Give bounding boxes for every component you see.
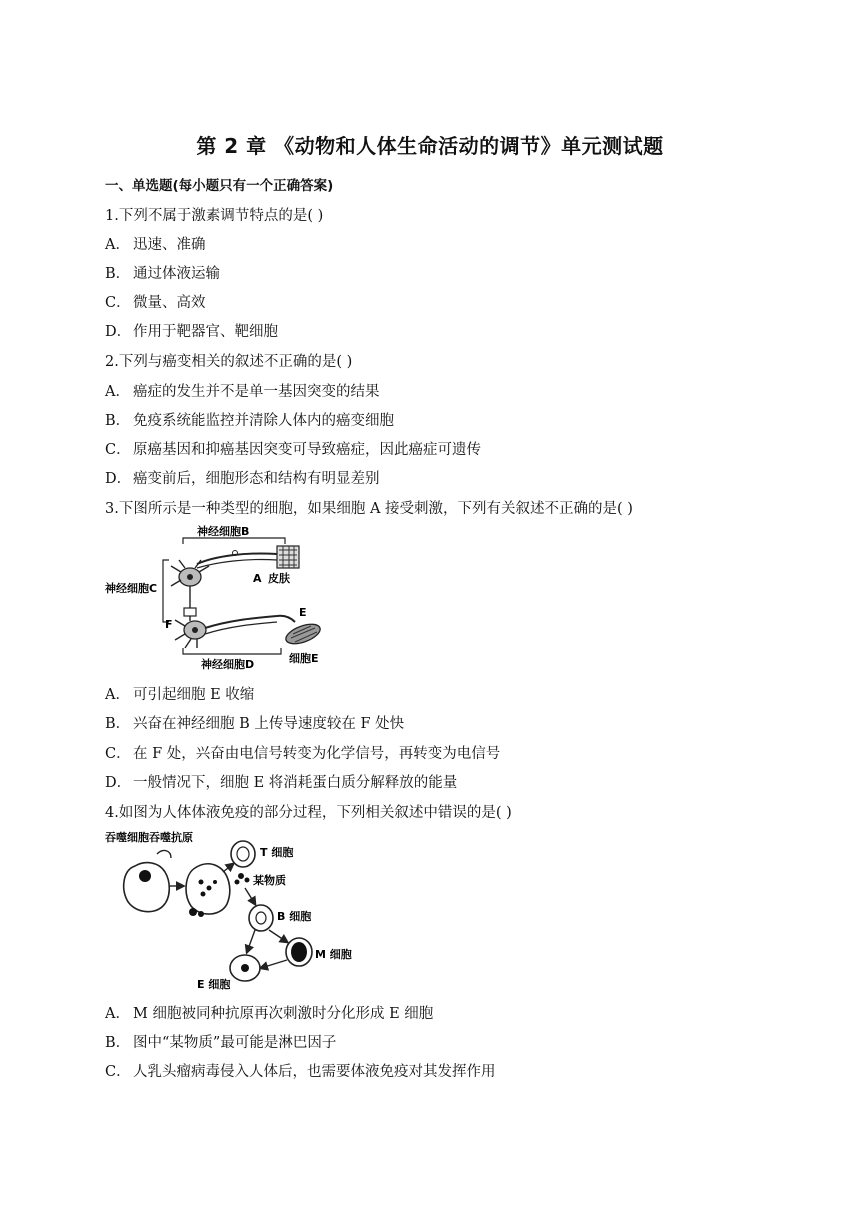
neuron-d-label: 神经细胞D [201, 658, 255, 671]
option-text: 可引起细胞 E 收缩 [133, 687, 255, 703]
q4-option-a [105, 1002, 433, 1023]
option-label: C． [105, 295, 131, 311]
option-text: 微量、高效 [133, 295, 206, 311]
option-label: C． [105, 442, 131, 458]
skin-label: 皮肤 [268, 572, 290, 585]
option-label: B． [105, 413, 131, 429]
synapse-f [184, 608, 196, 616]
label-e: E [299, 606, 307, 619]
option-text: 癌变前后，细胞形态和结构有明显差别 [133, 471, 380, 487]
section-heading: 一、单选题(每小题只有一个正确答案) [105, 178, 334, 194]
option-text: 原癌基因和抑癌基因突变可导致癌症，因此癌症可遗传 [133, 442, 481, 458]
option-text: 免疫系统能监控并清除人体内的癌变细胞 [133, 413, 394, 429]
option-label: D． [105, 775, 132, 791]
option-label: A． [105, 687, 130, 703]
document-title: 第 2 章 《动物和人体生命活动的调节》单元测试题 [196, 134, 664, 158]
q2-option-b [105, 409, 394, 430]
m-cell-label: M 细胞 [315, 948, 352, 961]
q3-option-b [105, 712, 404, 733]
q2-option-c [105, 438, 481, 459]
option-text: M 细胞被同种抗原再次刺激时分化形成 E 细胞 [133, 1006, 434, 1022]
muscle-cell-e [283, 620, 322, 647]
option-text: 在 F 处，兴奋由电信号转变为化学信号，再转变为电信号 [133, 746, 501, 762]
phagocyte-label: 吞噬细胞吞噬抗原 [105, 831, 193, 844]
neuron-d-axon [205, 616, 295, 628]
option-label: B． [105, 266, 131, 282]
q1-option-a [105, 233, 206, 254]
option-text: 癌症的发生并不是单一基因突变的结果 [133, 384, 380, 400]
neuron-c-bracket [163, 560, 169, 622]
option-label: B． [105, 1035, 131, 1051]
b-cell-label: B 细胞 [277, 910, 312, 923]
q2-option-d [105, 467, 380, 488]
q1-option-b [105, 262, 220, 283]
neuron-d-bracket [183, 648, 281, 654]
option-label: A． [105, 384, 130, 400]
cell-e-label: 细胞E [289, 652, 319, 665]
option-label: D． [105, 324, 132, 340]
question-1-stem: 1.下列不属于激素调节特点的是( ) [105, 208, 324, 224]
question-2-stem: 2.下列与癌变相关的叙述不正确的是( ) [105, 354, 353, 370]
phagocyte-cell [124, 863, 170, 912]
option-label: C． [105, 746, 131, 762]
neuron-b-bracket [183, 538, 285, 544]
q3-option-c [105, 742, 500, 763]
question-3-stem: 3.下图所示是一种类型的细胞，如果细胞 A 接受刺激，下列有关叙述不正确的是( ) [105, 501, 633, 517]
substance-label: 某物质 [253, 874, 286, 887]
option-text: 人乳头瘤病毒侵入人体后，也需要体液免疫对其发挥作用 [133, 1064, 496, 1080]
antigen [139, 870, 151, 882]
option-text: 迅速、准确 [133, 237, 206, 253]
neuron-reflex-figure [105, 522, 330, 672]
q4-option-c [105, 1060, 496, 1081]
neuron-c-label: 神经细胞C [105, 582, 158, 595]
option-text: 通过体液运输 [133, 266, 220, 282]
q3-option-d [105, 771, 457, 792]
q2-option-a [105, 380, 380, 401]
option-text: 一般情况下，细胞 E 将消耗蛋白质分解释放的能量 [133, 775, 458, 791]
q1-option-d [105, 320, 278, 341]
question-4-stem: 4.如图为人体体液免疫的部分过程，下列相关叙述中错误的是( ) [105, 805, 512, 821]
option-label: D． [105, 471, 132, 487]
label-f: F [165, 618, 173, 631]
q1-option-c [105, 291, 206, 312]
option-label: B． [105, 716, 131, 732]
option-label: A． [105, 1006, 130, 1022]
option-text: 图中“某物质”最可能是淋巴因子 [133, 1035, 337, 1051]
q3-option-a [105, 683, 254, 704]
label-a: A [253, 572, 262, 585]
neuron-b-label: 神经细胞B [197, 525, 250, 538]
substance-dots [238, 873, 244, 879]
option-text: 作用于靶器官、靶细胞 [133, 324, 278, 340]
option-text: 兴奋在神经细胞 B 上传导速度较在 F 处快 [133, 716, 405, 732]
t-cell-label: T 细胞 [260, 846, 294, 859]
option-label: C． [105, 1064, 131, 1080]
option-label: A． [105, 237, 130, 253]
q4-option-b [105, 1031, 336, 1052]
e-cell-label: E 细胞 [197, 978, 231, 991]
humoral-immunity-figure [105, 826, 355, 991]
